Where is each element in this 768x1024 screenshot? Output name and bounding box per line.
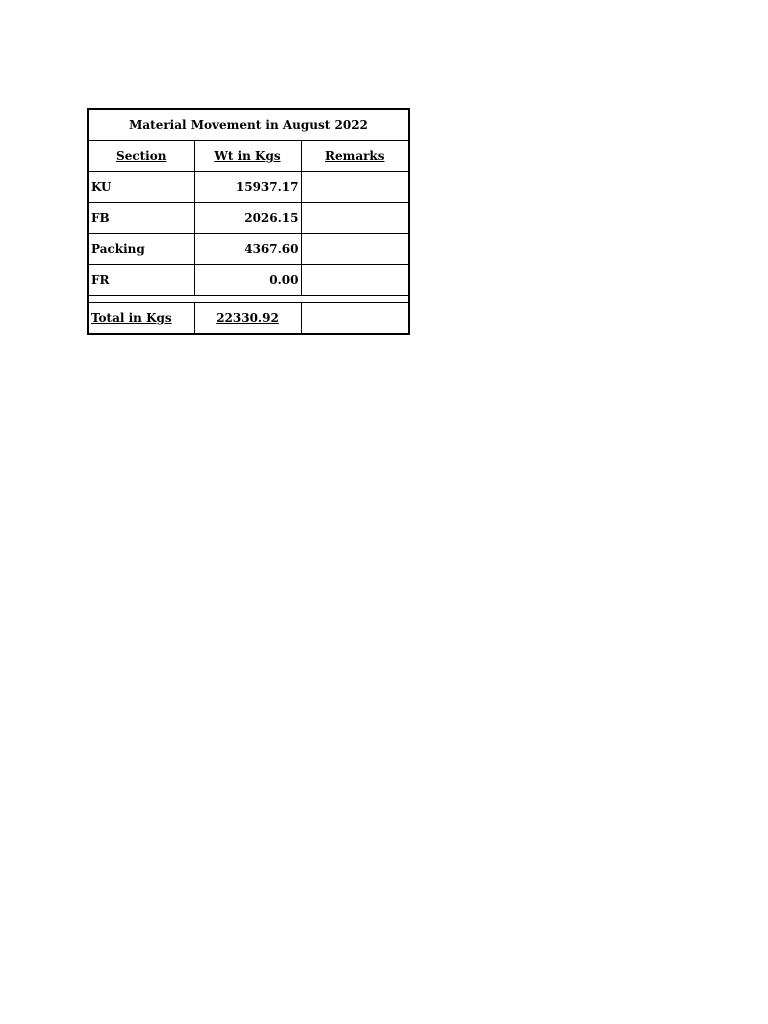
cell-weight: 15937.17 xyxy=(194,171,301,202)
table-title: Material Movement in August 2022 xyxy=(88,109,409,140)
cell-section: FR xyxy=(88,264,194,295)
table-row xyxy=(88,233,409,264)
table-header-row xyxy=(88,140,409,171)
cell-weight: 2026.15 xyxy=(194,202,301,233)
cell-section: KU xyxy=(88,171,194,202)
spacer-row xyxy=(88,295,409,302)
cell-weight: 4367.60 xyxy=(194,233,301,264)
total-remarks xyxy=(301,302,409,334)
total-label: Total in Kgs xyxy=(88,302,194,334)
cell-remarks xyxy=(301,264,409,295)
total-weight: 22330.92 xyxy=(194,302,301,334)
cell-remarks xyxy=(301,233,409,264)
total-row xyxy=(88,302,409,334)
header-remarks: Remarks xyxy=(301,140,409,171)
table-title-row xyxy=(88,109,409,140)
header-weight: Wt in Kgs xyxy=(194,140,301,171)
cell-remarks xyxy=(301,202,409,233)
table-row xyxy=(88,171,409,202)
cell-remarks xyxy=(301,171,409,202)
cell-section: FB xyxy=(88,202,194,233)
spacer-cell xyxy=(88,295,409,302)
material-movement-table xyxy=(87,108,410,335)
header-section: Section xyxy=(88,140,194,171)
cell-weight: 0.00 xyxy=(194,264,301,295)
cell-section: Packing xyxy=(88,233,194,264)
table-row xyxy=(88,202,409,233)
table-row xyxy=(88,264,409,295)
